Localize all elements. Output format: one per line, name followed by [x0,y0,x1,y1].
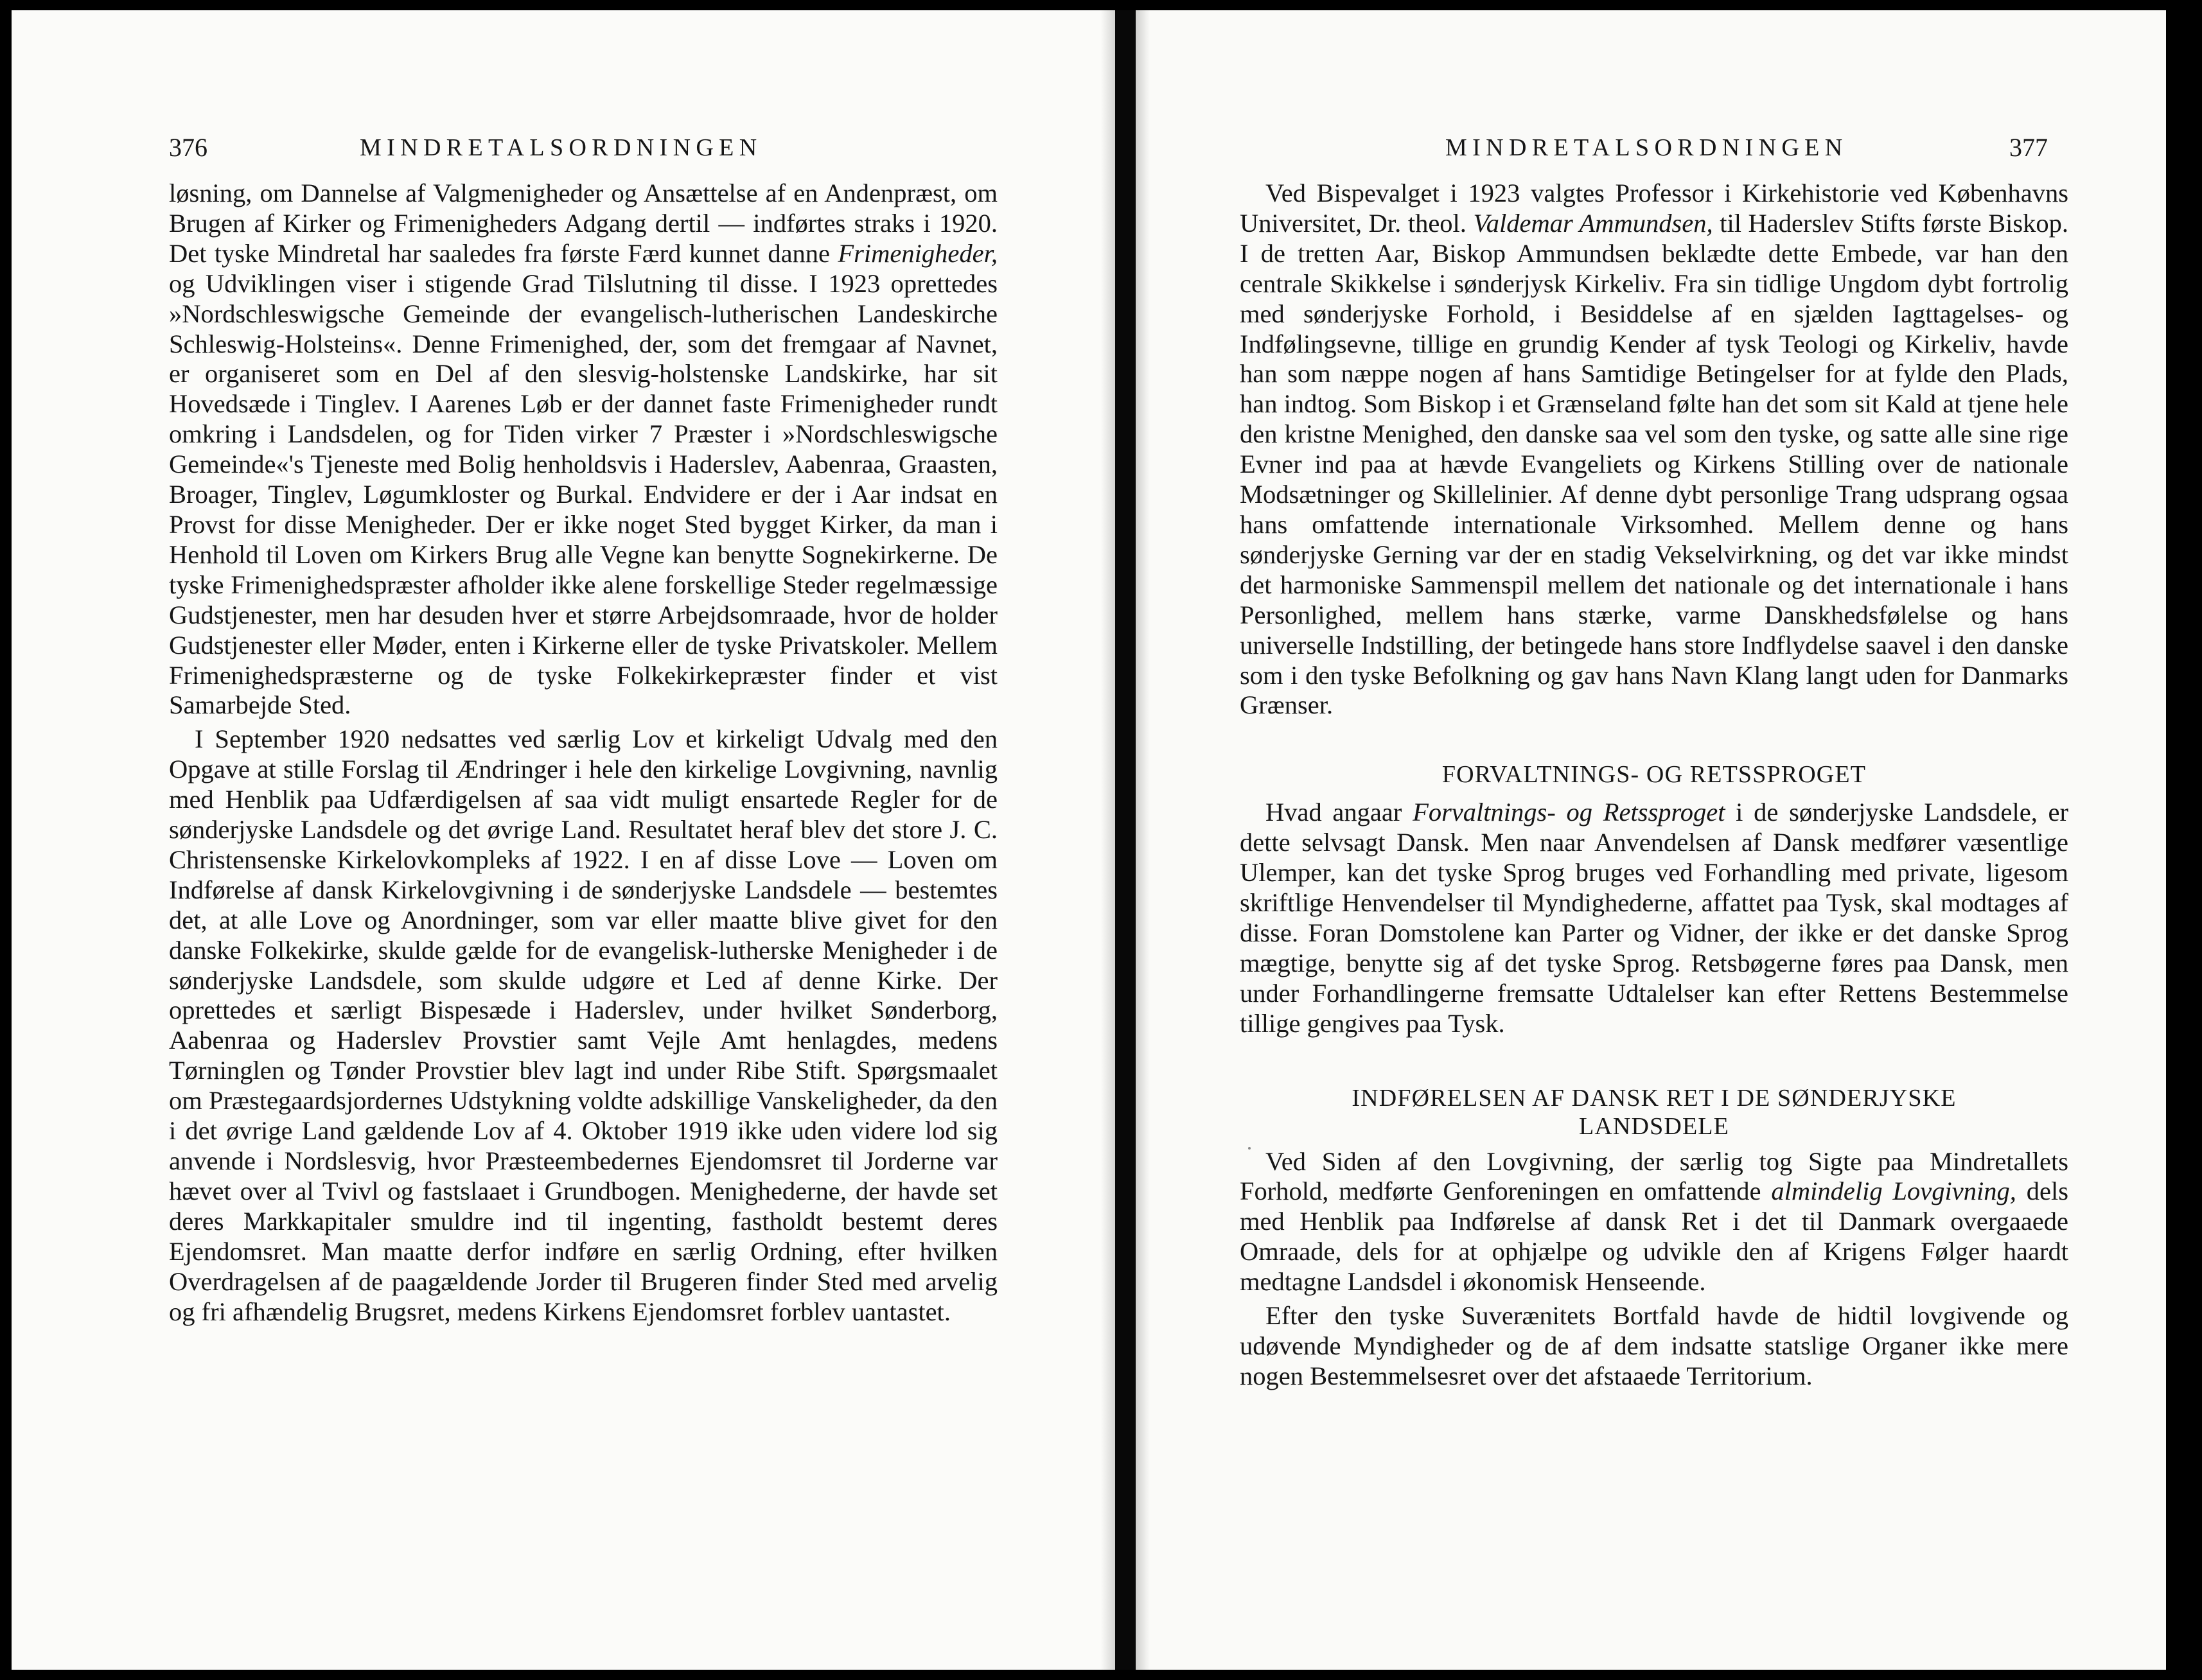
running-head: MINDRETALSORDNINGEN [1445,134,1848,161]
book-spine-shadow [1115,10,1136,1670]
text-run: løsning, om Dannelse af Valgmenigheder og Ansættelse af en Andenpræst, om Brugen af Kirker og Frimenigheders Adgang dertil — indførtes straks i 1920. Det tyske Mindretal har saaledes fra første Færd kunnet danne [169,179,998,268]
right-page [1136,10,2166,1670]
paragraph [169,179,998,721]
right-body-text [1240,179,2068,1392]
page-number: 377 [2009,133,2048,162]
section-heading: FORVALTNINGS- OG RETSSPROGET [1441,761,1867,789]
text-run: Hvad angaar [1265,798,1413,827]
left-page [12,10,1115,1670]
paragraph [1240,1147,2068,1298]
paragraph [1240,179,2068,721]
text-run: Ved Bispevalget i 1923 valgtes Professor i Kirkehistorie ved Københavns Universitet, Dr. theol. [1240,179,2068,238]
text-run: I September 1920 nedsattes ved særlig Lov et kirkeligt Udvalg med den Opgave at stille Forslag til Ændringer i hele den kirkelige Lovgivning, navnlig med Henblik paa Udfærdigelsen af saa vidt muligt ensartede Regler for de sønderjyske Landsdele og det øvrige Land. Resultatet heraf blev det store J. C. Christensenske Kirkelovkompleks af 1922. I en af disse Love — Loven om Indførelse af dansk Kirkelovgivning i de sønderjyske Landsdele — bestemtes det, at alle Love og Anordninger, som var eller maatte blive givet for den danske Folkekirke, skulde gælde for de evangelisk-lutherske Menigheder i de sønderjyske Landsdele, som skulde udgøre et Led af denne Kirke. Der oprettedes et særligt Bispesæde i Haderslev, under hvilket Sønderborg, Aabenraa og Haderslev Provstier samt Vejle Amt henlagdes, medens Tørninglen og Tønder Provstier blev lagt ind under Ribe Stift. Spørgsmaalet om Præstegaardsjordernes Udstykning voldte adskillige Vanskeligheder, da den i det øvrige Land gældende Lov af 4. Oktober 1919 ikke uden videre lod sig anvende i Nordslesvig, hvor Præsteembedernes Ejendomsret til Jorderne var hævet over al Tvivl og fastslaaet i Grundbogen. Menighederne, der havde set deres Markkapitaler smuldre ind til ingenting, fastholdt bestemt deres Ejendomsret. Man maatte derfor indføre en særlig Ordning, efter hvilken Overdragelsen af de paagældende Jorder til Brugeren finder Sted med arvelig og fri afhændelig Brugsret, medens Kirkens Ejendomsret forblev uantastet. [169,724,998,1326]
text-run: Efter den tyske Suverænitets Bortfald havde de hidtil lovgivende og udøvende Myndigheder og de af dem indsatte statslige Organer ikke mere nogen Bestemmelsesret over det afstaaede Territorium. [1240,1301,2068,1390]
text-run: til Haderslev Stifts første Biskop. I de tretten Aar, Biskop Ammundsen beklædte dette Embede, var han den centrale Skikkelse i sønderjysk Kirkeliv. Fra sin tidlige Ungdom dybt fortrolig med sønderjyske Forhold, i Besiddelse af en sjælden Iagttagelses- og Indfølingsevne, tillige en grundig Kender af tysk Teologi og Kirkeliv, havde han som næppe nogen af hans Samtidige Betingelser for at fylde den Plads, han indtog. Som Biskop i et Grænseland følte han det som sit Kald at tjene hele den kristne Menighed, den danske saa vel som den tyske, og satte alle sine rige Evner ind paa at hævde Evangeliets og Kirkens Stilling over de nationale Modsætninger og Skillelinier. Af denne dybt personlige Trang udsprang ogsaa hans omfattende internationale Virksomhed. Mellem denne og hans sønderjyske Gerning var der en stadig Vekselvirkning, og det var ikke mindst det harmoniske Sammenspil mellem det nationale og det internationale i hans Personlighed, mellem hans stærke, varme Danskhedsfølelse og hans universelle Indstilling, der betingede hans store Indflydelse saavel i den danske som i den tyske Befolkning og gav hans Navn Klang langt uden for Danmarks Grænser. [1240,208,2069,720]
paragraph [1240,798,2068,1038]
text-run: dels med Henblik paa Indførelse af dansk Ret i det til Danmark overgaaede Omraade, dels for at ophjælpe og udvikle den af Krigens Følger haardt medtagne Landsdel i økonomisk Henseende. [1240,1177,2068,1297]
italic-phrase: Valdemar Ammundsen, [1473,208,1713,238]
paragraph [1240,1301,2068,1392]
italic-phrase: Forvaltnings- og Retssproget [1413,798,1725,827]
page-number: 376 [169,133,207,162]
text-run: Ved Siden af den Lovgivning, der særlig tog Sigte paa Mindretallets Forhold, medførte Genforeningen en omfattende [1240,1146,2068,1206]
italic-phrase: almindelig Lovgivning, [1771,1177,2016,1206]
left-body-text [169,179,998,1327]
section-heading: INDFØRELSEN AF DANSK RET I DE SØNDERJYSKE LANDSDELE [1352,1084,1957,1140]
italic-phrase: Frimenigheder, [838,238,998,268]
running-head: MINDRETALSORDNINGEN [360,134,762,161]
text-run: og Udviklingen viser i stigende Grad Tilslutning til disse. I 1923 oprettedes »Nordschleswigsche Gemeinde der evangelisch-lutherischen Landeskirche Schleswig-Holsteins«. Denne Frimenighed, der, som det fremgaar af Navnet, er organiseret som en Del af den slesvig-holstenske Landskirke, har sit Hovedsæde i Tinglev. I Aarenes Løb er der dannet faste Frimenigheder rundt omkring i Landsdelen, og for Tiden virker 7 Præster i »Nordschleswigsche Gemeinde«'s Tjeneste med Bolig henholdsvis i Haderslev, Aabenraa, Graasten, Broager, Tinglev, Løgumkloster og Burkal. Endvidere er der i Aar indsat en Provst for disse Menigheder. Der er ikke noget Sted bygget Kirker, da man i Henhold til Loven om Kirkers Brug alle Vegne kan benytte Sognekirkerne. De tyske Frimenighedspræster afholder ikke alene forskellige Steder regelmæssige Gudstjenester, men har desuden hver et større Arbejdsomraade, hvor de holder Gudstjenester eller Møder, enten i Kirkerne eller de tyske Privatskoler. Mellem Frimenighedspræsterne og de tyske Folkekirkepræster finder et vist Samarbejde Sted. [169,268,998,720]
text-run: i de sønderjyske Landsdele, er dette selvsagt Dansk. Men naar Anvendelsen af Dansk medfører væsentlige Ulemper, kan det tyske Sprog bruges ved Forhandling med private, ligesom skriftlige Henvendelser til Myndighederne, affattet paa Tysk, skal modtages af disse. Foran Domstolene kan Parter og Vidner, der ikke er det danske Sprog mægtige, benytte sig af det tyske Sprog. Retsbøgerne føres paa Dansk, men under Forhandlingerne fremsatte Udtalelser kan efter Rettens Bestemmelse tillige gengives paa Tysk. [1240,798,2068,1038]
page-gutter-shading [1136,10,1150,1670]
page-gutter-shading [1101,10,1115,1670]
paragraph [169,724,998,1327]
